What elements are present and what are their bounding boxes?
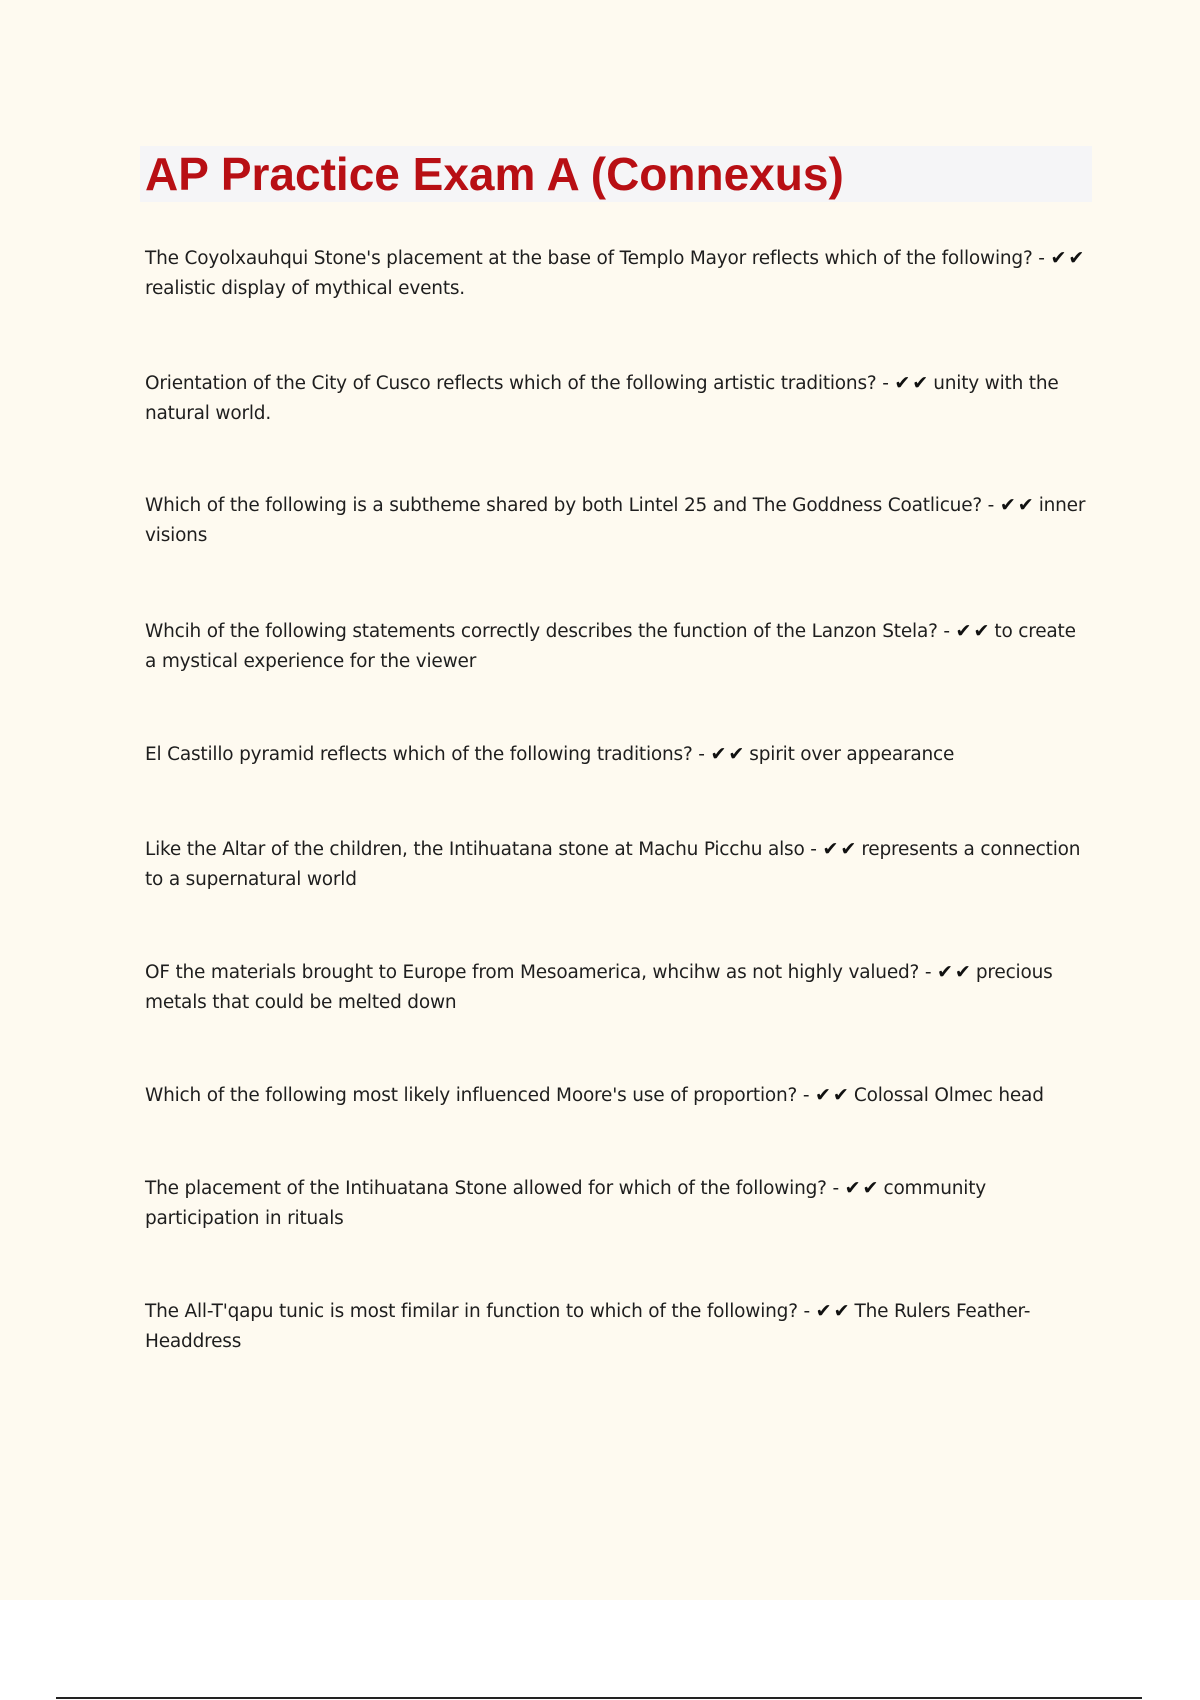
question-text: The Coyolxauhqui Stone's placement at the base of Templo Mayor reflects which of the following? bbox=[145, 248, 1033, 269]
answer-text: represents a connection to a supernatural world bbox=[145, 839, 1081, 890]
separator: - bbox=[692, 744, 711, 765]
separator: - bbox=[1032, 248, 1051, 269]
qa-item bbox=[145, 1173, 1090, 1234]
separator: - bbox=[826, 1178, 845, 1199]
question-text: The placement of the Intihuatana Stone allowed for which of the following? bbox=[145, 1178, 827, 1199]
double-check-icon: ✔✔ bbox=[894, 372, 931, 394]
question-text: Which of the following is a subtheme shared by both Lintel 25 and The Goddness Coatlicue? bbox=[145, 495, 982, 516]
question-text: Whcih of the following statements correctly describes the function of the Lanzon Stela? bbox=[145, 621, 938, 642]
double-check-icon: ✔✔ bbox=[955, 620, 992, 642]
question-text: OF the materials brought to Europe from Mesoamerica, whcihw as not highly valued? bbox=[145, 962, 920, 983]
qa-item bbox=[145, 368, 1090, 429]
qa-item bbox=[145, 1080, 1090, 1111]
double-check-icon: ✔✔ bbox=[710, 743, 747, 765]
qa-item bbox=[145, 243, 1090, 304]
document-title: AP Practice Exam A (Connexus) bbox=[145, 148, 844, 200]
double-check-icon: ✔✔ bbox=[844, 1177, 881, 1199]
separator: - bbox=[982, 495, 1000, 516]
separator: - bbox=[876, 373, 895, 394]
answer-text: precious metals that could be melted down bbox=[145, 962, 1053, 1013]
qa-item bbox=[145, 739, 1090, 770]
question-text: Orientation of the City of Cusco reflects which of the following artistic traditions? bbox=[145, 373, 877, 394]
answer-text: spirit over appearance bbox=[749, 744, 955, 765]
double-check-icon: ✔✔ bbox=[937, 961, 973, 983]
separator: - bbox=[919, 962, 938, 983]
answer-text: realistic display of mythical events. bbox=[145, 278, 465, 299]
question-text: The All-T'qapu tunic is most fimilar in function to which of the following? bbox=[145, 1301, 798, 1322]
double-check-icon: ✔✔ bbox=[822, 838, 859, 860]
question-text: El Castillo pyramid reflects which of the following traditions? bbox=[145, 744, 693, 765]
answer-text: unity with the natural world. bbox=[145, 373, 1059, 424]
qa-item bbox=[145, 957, 1090, 1018]
separator: - bbox=[797, 1085, 816, 1106]
separator: - bbox=[797, 1301, 816, 1322]
footer-divider bbox=[56, 1697, 1142, 1699]
double-check-icon: ✔✔ bbox=[1050, 247, 1087, 269]
answer-text: The Rulers Feather-Headdress bbox=[145, 1301, 1031, 1352]
answer-text: community participation in rituals bbox=[145, 1178, 986, 1229]
question-text: Like the Altar of the children, the Intihuatana stone at Machu Picchu also bbox=[145, 839, 805, 860]
answer-text: to create a mystical experience for the viewer bbox=[145, 621, 1076, 672]
qa-item bbox=[145, 1296, 1090, 1357]
separator: - bbox=[804, 839, 823, 860]
qa-item bbox=[145, 834, 1090, 895]
double-check-icon: ✔✔ bbox=[815, 1300, 852, 1322]
double-check-icon: ✔✔ bbox=[999, 494, 1036, 516]
answer-text: Colossal Olmec head bbox=[853, 1085, 1044, 1106]
answer-text: inner visions bbox=[145, 495, 1086, 546]
qa-item bbox=[145, 490, 1090, 551]
double-check-icon: ✔✔ bbox=[815, 1084, 851, 1106]
separator: - bbox=[937, 621, 956, 642]
qa-item bbox=[145, 616, 1090, 677]
question-text: Which of the following most likely influenced Moore's use of proportion? bbox=[145, 1085, 798, 1106]
